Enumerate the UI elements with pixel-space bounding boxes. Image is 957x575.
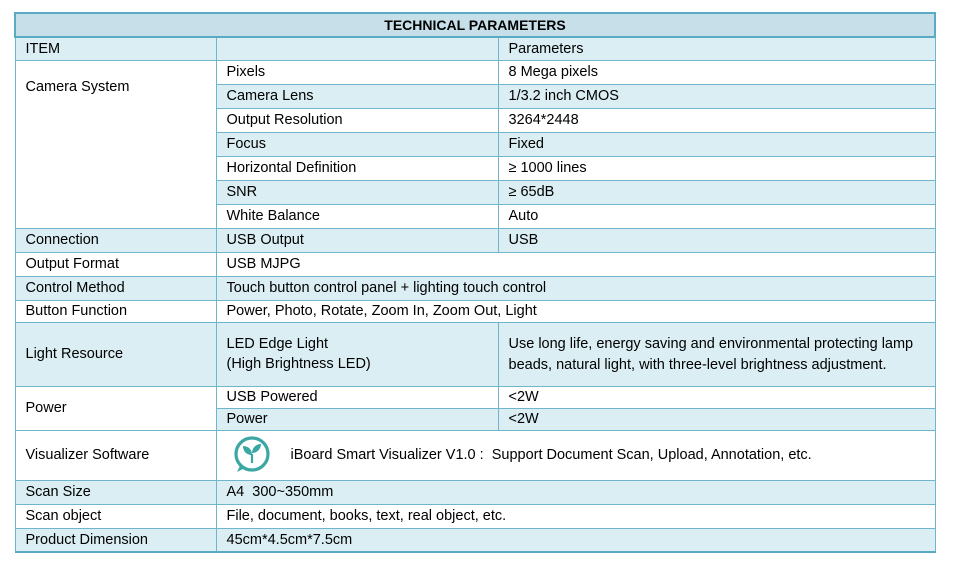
header-item: ITEM	[15, 37, 216, 60]
light-resource-name	[216, 322, 498, 386]
scan-size-label: Scan Size	[15, 480, 216, 504]
light-resource-name-line1: LED Edge Light	[226, 336, 329, 352]
control-method-label: Control Method	[15, 276, 216, 300]
row-name: Power	[216, 408, 498, 430]
row-name: Horizontal Definition	[216, 156, 498, 180]
visualizer-software-value: iBoard Smart Visualizer V1.0 : Support Document Scan, Upload, Annotation, etc.	[290, 447, 812, 463]
button-function-label: Button Function	[15, 300, 216, 322]
row-value: Fixed	[498, 132, 935, 156]
visualizer-software-cell	[216, 430, 935, 480]
control-method-value: Touch button control panel + lighting touch control	[216, 276, 935, 300]
scan-size-value: A4 300~350mm	[216, 480, 935, 504]
row-name: Pixels	[216, 60, 498, 84]
visualizer-software-label: Visualizer Software	[15, 430, 216, 480]
row-value: ≥ 1000 lines	[498, 156, 935, 180]
sprout-app-icon	[233, 436, 273, 474]
scan-object-label: Scan object	[15, 504, 216, 528]
row-value: Auto	[498, 204, 935, 228]
connection-value: USB	[498, 228, 935, 252]
row-value: ≥ 65dB	[498, 180, 935, 204]
output-format-value: USB MJPG	[216, 252, 935, 276]
product-dimension-label: Product Dimension	[15, 528, 216, 552]
connection-name: USB Output	[216, 228, 498, 252]
button-function-value: Power, Photo, Rotate, Zoom In, Zoom Out, Light	[216, 300, 935, 322]
row-name: Focus	[216, 132, 498, 156]
connection-label: Connection	[15, 228, 216, 252]
row-value: 3264*2448	[498, 108, 935, 132]
row-value: <2W	[498, 386, 935, 408]
output-format-label: Output Format	[15, 252, 216, 276]
light-resource-name-line2: (High Brightness LED)	[226, 356, 371, 372]
light-resource-label: Light Resource	[15, 322, 216, 386]
camera-system-label: Camera System	[15, 60, 216, 228]
row-value: 1/3.2 inch CMOS	[498, 84, 935, 108]
row-value: <2W	[498, 408, 935, 430]
row-name: Camera Lens	[216, 84, 498, 108]
product-dimension-value: 45cm*4.5cm*7.5cm	[216, 528, 935, 552]
header-parameters: Parameters	[498, 37, 935, 60]
row-name: Output Resolution	[216, 108, 498, 132]
technical-parameters-table	[14, 12, 936, 553]
header-sub	[216, 37, 498, 60]
row-value: 8 Mega pixels	[498, 60, 935, 84]
row-name: USB Powered	[216, 386, 498, 408]
row-name: SNR	[216, 180, 498, 204]
table-title: TECHNICAL PARAMETERS	[15, 13, 935, 37]
scan-object-value: File, document, books, text, real object, etc.	[216, 504, 935, 528]
row-name: White Balance	[216, 204, 498, 228]
light-resource-value: Use long life, energy saving and environmental protecting lamp beads, natural light, with three-level brightness adjustment.	[498, 322, 935, 386]
power-label: Power	[15, 386, 216, 430]
